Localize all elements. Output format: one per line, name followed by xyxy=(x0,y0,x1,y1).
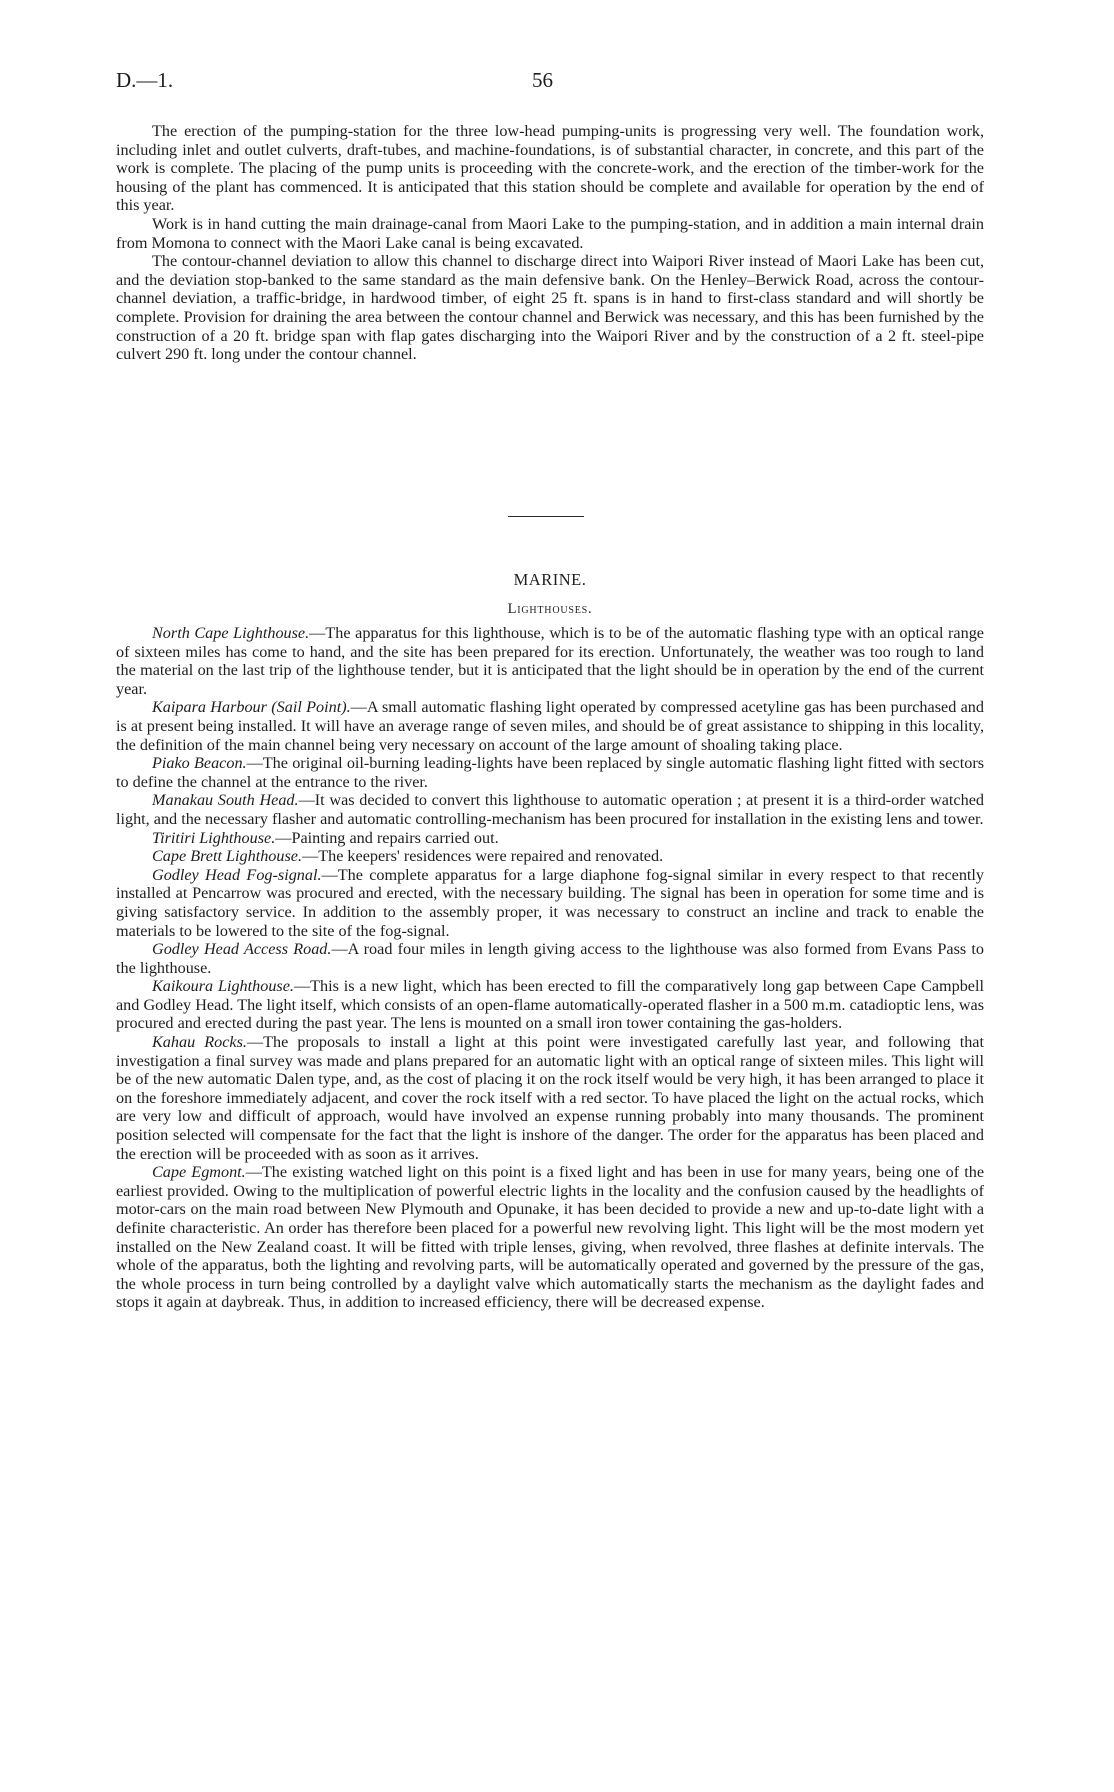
lighthouse-paragraph xyxy=(116,1163,984,1312)
lighthouse-paragraph xyxy=(116,1033,984,1163)
lighthouse-paragraph xyxy=(116,698,984,754)
body-paragraph: Work is in hand cutting the main drainage-canal from Maori Lake to the pumping-station, and in addition a main internal drain from Momona to connect with the Maori Lake canal is being excavated. xyxy=(116,214,984,252)
paragraph-lead: Kahau Rocks. xyxy=(152,1033,247,1052)
body-paragraph: The erection of the pumping-station for the three low-head pumping-units is progressing very well. The foundation work, including inlet and outlet culverts, draft-tubes, and machine-foundations, is of substantial character, in concrete, and this part of the work is complete. The placing of the pump units is proceeding with the concrete-work, and the erection of the timber-work for the housing of the plant has commenced. It is anticipated that this station should be complete and available for operation by the end of this year. xyxy=(116,122,984,215)
paragraph-body: —It was decided to convert this lighthouse to automatic operation ; at present it is a third-order watched light, and the necessary flasher and automatic controlling-mechanism has been procured for installation in the existing lens and tower. xyxy=(116,791,984,828)
paragraph-body: —The keepers' residences were repaired and renovated. xyxy=(302,847,664,866)
paragraph-body: —Painting and repairs carried out. xyxy=(275,828,499,847)
section-divider xyxy=(508,516,584,517)
page-number: 56 xyxy=(532,68,553,92)
lighthouses-section xyxy=(116,624,984,1312)
paragraph-lead: Cape Brett Lighthouse. xyxy=(152,847,303,866)
paragraph-lead: Godley Head Access Road. xyxy=(152,940,332,959)
paragraph-body: —A road four miles in length giving access to the lighthouse was also formed from Evans Pass to the lighthouse. xyxy=(116,940,984,977)
paragraph-body: —The proposals to install a light at this point were investigated carefully last year, and following that investigation a final survey was made and plans prepared for an automatic light with an optical range of sixteen miles. This light will be of the new automatic Dalen type, and, as the cost of placing it on the rock itself would be very high, it has been arranged to place it on the foreshore immediately adjacent, and cover the rock itself with a red sector. To have placed the light on the actual rocks, which are very low and difficult of approach, would have involved an expense running probably into many thousands. The prominent position selected will compensate for the fact that the light is inshore of the danger. The order for the apparatus has been placed and the erection will be proceeded with as soon as it arrives. xyxy=(116,1033,984,1163)
lighthouse-paragraph xyxy=(116,847,984,866)
paragraph-lead: Manakau South Head. xyxy=(152,791,299,810)
paragraph-lead: Tiritiri Lighthouse. xyxy=(152,828,276,847)
paragraph-lead: Kaikoura Lighthouse. xyxy=(152,977,294,996)
lighthouse-paragraph xyxy=(116,829,984,848)
body-paragraph: The contour-channel deviation to allow this channel to discharge direct into Waipori River instead of Maori Lake has been cut, and the deviation stop-banked to the same standard as the main defensive bank. On the Henley–Berwick Road, across the contour-channel deviation, a traffic-bridge, in hardwood timber, of eight 25 ft. spans is in hand to first-class standard and will shortly be complete. Provision for draining the area between the contour channel and Berwick was necessary, and this has been furnished by the construction of a 20 ft. bridge span with flap gates discharging into the Waipori River and by the construction of a 2 ft. steel-pipe culvert 290 ft. long under the contour channel. xyxy=(116,252,984,364)
document-reference: D.—1. xyxy=(116,68,174,92)
section-title: MARINE. xyxy=(513,570,587,589)
lighthouse-paragraph xyxy=(116,791,984,828)
paragraph-body: —A small automatic flashing light operated by compressed acetyline gas has been purchased and is at present being installed. It will have an average range of seven miles, and should be of great assistance to shipping in this locality, the definition of the main channel being very necessary on account of the large amount of shoaling taking place. xyxy=(116,698,984,754)
paragraph-body: —This is a new light, which has been erected to fill the comparatively long gap between Cape Campbell and Godley Head. The light itself, which consists of an open-flame automatically-operated flasher in a 500 m.m. catadioptic lens, was procured and erected during the past year. The lens is mounted on a small iron tower containing the gas-holders. xyxy=(116,977,984,1033)
paragraph-lead: Kaipara Harbour (Sail Point). xyxy=(152,698,351,717)
page-header xyxy=(116,68,984,98)
paragraph-body: —The existing watched light on this point is a fixed light and has been in use for many years, being one of the earliest provided. Owing to the multiplication of powerful electric lights in the locality and the confusion caused by the headlights of motor-cars on the main road between New Plymouth and Opunake, it has been decided to provide a new and up-to-date light with a definite characteristic. An order has therefore been placed for a powerful new revolving light. This light will be the most modern yet installed on the New Zealand coast. It will be fitted with triple lenses, giving, when revolved, three flashes at definite intervals. The whole of the apparatus, both the lighting and revolving parts, will be automatically operated and governed by the pressure of the gas, the whole process in turn being controlled by a daylight valve which automatically starts the mechanism as the daylight fades and stops it again at daybreak. Thus, in addition to increased efficiency, there will be decreased expense. xyxy=(116,1163,984,1312)
lighthouse-paragraph xyxy=(116,940,984,977)
paragraph-lead: North Cape Lighthouse. xyxy=(152,624,310,642)
paragraph-body: —The original oil-burning leading-lights have been replaced by single automatic flashing light fitted with sectors to define the channel at the entrance to the river. xyxy=(116,754,985,791)
lighthouse-paragraph xyxy=(116,624,984,698)
paragraph-body: —The apparatus for this lighthouse, which is to be of the automatic flashing type with an optical range of sixteen miles has come to hand, and the site has been prepared for its erection. Unfortunately, the weather was too rough to land the material on the last trip of the lighthouse tender, but it is anticipated that the light should be in operation by the end of the current year. xyxy=(116,624,984,698)
lighthouse-paragraph xyxy=(116,866,984,940)
paragraph-lead: Godley Head Fog-signal. xyxy=(152,865,322,884)
paragraph-lead: Piako Beacon. xyxy=(152,754,247,773)
section-subtitle: Lighthouses. xyxy=(507,601,593,617)
paragraph-lead: Cape Egmont. xyxy=(152,1163,246,1182)
lighthouse-paragraph xyxy=(116,754,984,791)
lighthouse-paragraph xyxy=(116,977,984,1033)
drainage-section xyxy=(116,122,984,364)
paragraph-body: —The complete apparatus for a large diaphone fog-signal similar in every respect to that recently installed at Pencarrow was procured and erected, with the necessary building. The signal has been in operation for some time and is giving satisfactory service. In addition to the assembly proper, it was necessary to construct an incline and track to enable the materials to be lowered to the site of the fog-signal. xyxy=(116,865,984,940)
